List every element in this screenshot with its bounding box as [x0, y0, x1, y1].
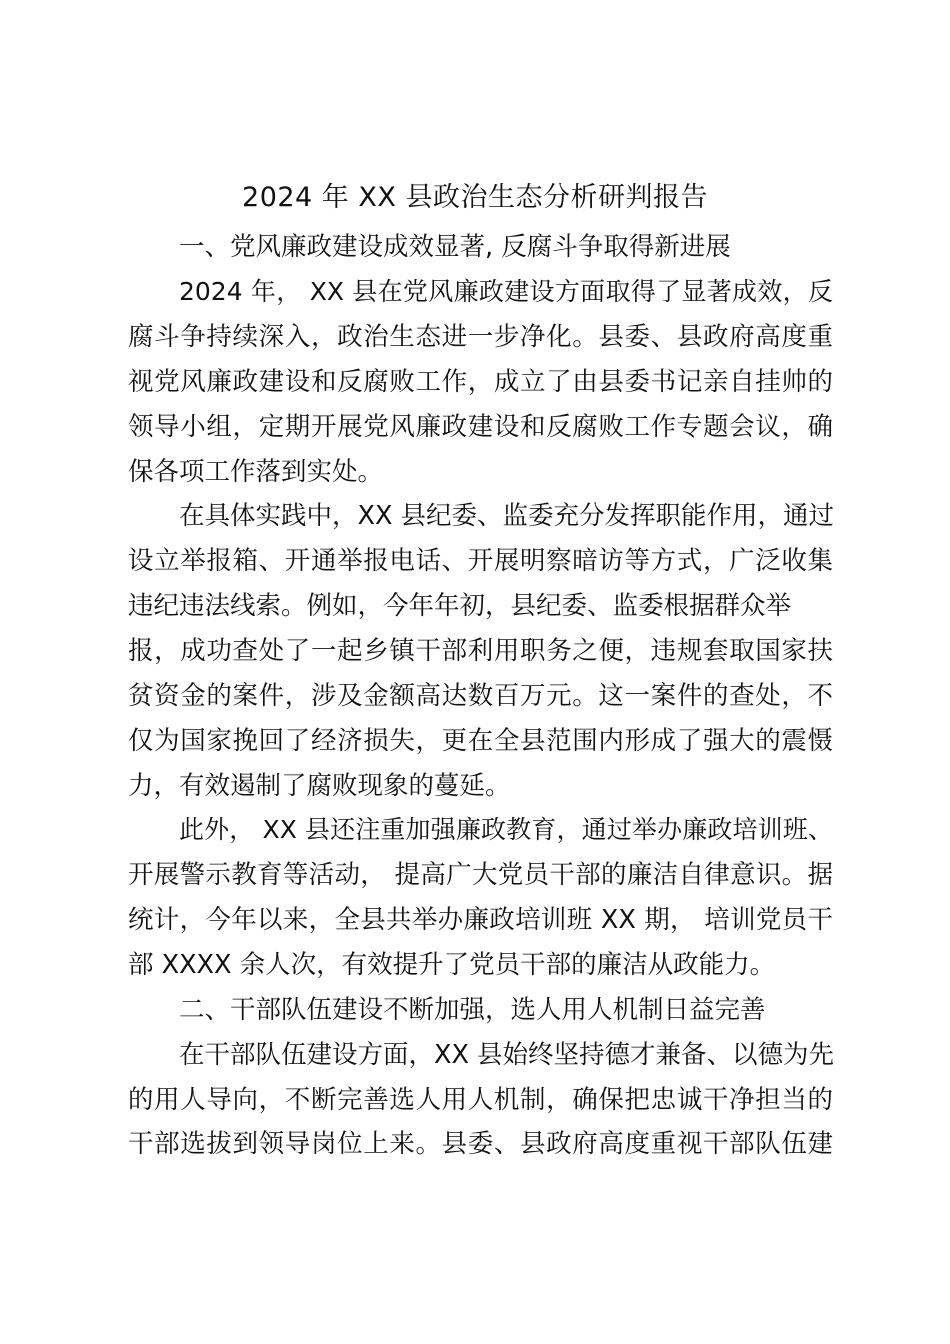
paragraph-line: 力，有效遏制了腐败现象的蔓延。: [128, 771, 511, 801]
paragraph-line: 统计，今年以来，全县共举办廉政培训班 XX 期， 培训党员干: [128, 905, 833, 935]
paragraph-line: 腐斗争持续深入，政治生态进一步净化。县委、县政府高度重: [128, 322, 833, 352]
section-heading-1: 一、党风廉政建设成效显著, 反腐斗争取得新进展: [179, 232, 731, 262]
paragraph-line: 2024 年， XX 县在党风廉政建设方面取得了显著成效，反: [179, 277, 833, 306]
paragraph-line: 仅为国家挽回了经济损失，更在全县范围内形成了强大的震慑: [128, 726, 833, 756]
document-title: 2024 年 XX 县政治生态分析研判报告: [242, 182, 708, 213]
paragraph-line: 贫资金的案件，涉及金额高达数百万元。这一案件的查处，不: [128, 681, 833, 711]
paragraph-line: 此外， XX 县还注重加强廉政教育，通过举办廉政培训班、: [179, 815, 833, 844]
paragraph-line: 干部选拔到领导岗位上来。县委、县政府高度重视干部队伍建: [128, 1129, 833, 1159]
paragraph-line: 在干部队伍建设方面，XX 县始终坚持德才兼备、以德为先: [179, 1040, 835, 1070]
paragraph-line: 开展警示教育等活动， 提高广大党员干部的廉洁自律意识。据: [128, 860, 833, 890]
section-heading-2: 二、干部队伍建设不断加强，选人用人机制日益完善: [179, 995, 766, 1025]
paragraph-line: 报，成功查处了一起乡镇干部利用职务之便，违规套取国家扶: [128, 636, 833, 666]
paragraph-line: 视党风廉政建设和反腐败工作，成立了由县委书记亲自挂帅的: [128, 367, 833, 397]
paragraph-line: 的用人导向，不断完善选人用人机制，确保把忠诚干净担当的: [128, 1085, 833, 1115]
paragraph-line: 保各项工作落到实处。: [128, 457, 384, 487]
paragraph-line: 部 XXXX 余人次，有效提升了党员干部的廉洁从政能力。: [128, 950, 776, 980]
paragraph-line: 领导小组，定期开展党风廉政建设和反腐败工作专题会议，确: [128, 412, 833, 442]
paragraph-line: 设立举报箱、开通举报电话、开展明察暗访等方式，广泛收集: [128, 546, 833, 576]
paragraph-line: 在具体实践中，XX 县纪委、监委充分发挥职能作用，通过: [179, 501, 835, 531]
paragraph-line: 违纪违法线索。例如，今年年初，县纪委、监委根据群众举: [128, 591, 792, 621]
